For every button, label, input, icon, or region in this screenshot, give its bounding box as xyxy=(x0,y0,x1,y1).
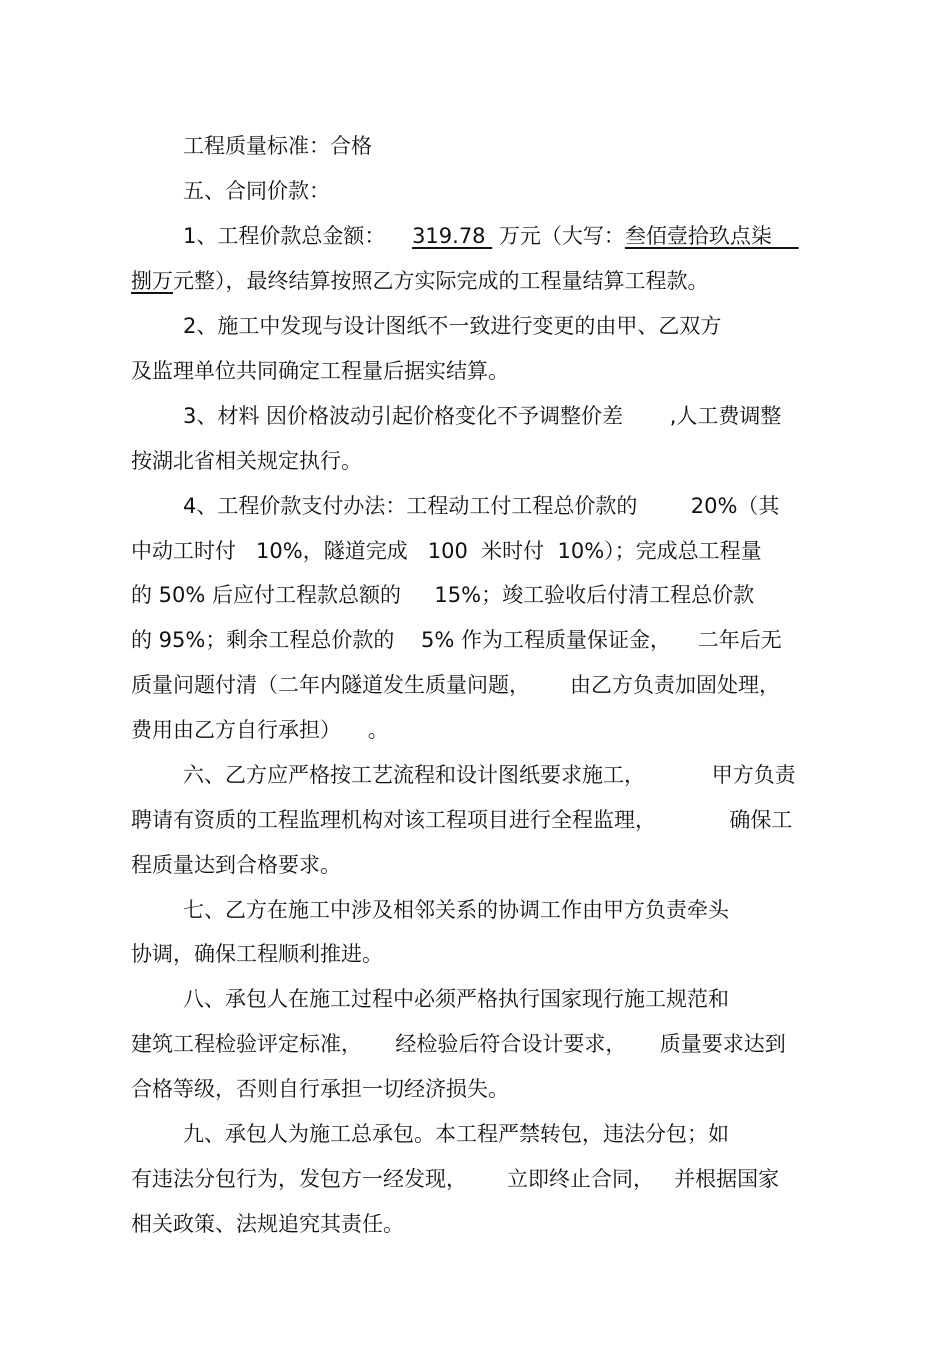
amount-words: 叁佰壹拾玖点柒 xyxy=(624,224,799,248)
text-line: 4、工程价款支付办法：工程动工付工程总价款的 20%（其 xyxy=(183,494,780,518)
text-line: 相关政策、法规追究其责任。 xyxy=(131,1212,404,1236)
text-line: 六、乙方应严格按工艺流程和设计图纸要求施工， 甲方负责 xyxy=(183,763,796,787)
text-line: 1、工程价款总金额： 319.78 万元（大写：叁佰壹拾玖点柒 xyxy=(183,224,799,248)
text-line: 捌万元整），最终结算按照乙方实际完成的工程量结算工程款。 xyxy=(131,269,709,293)
text-line: 五、合同价款： xyxy=(183,179,330,203)
text-line: 的 95%；剩余工程总价款的 5% 作为工程质量保证金， 二年后无 xyxy=(131,628,782,652)
text-line: 按湖北省相关规定执行。 xyxy=(131,449,362,473)
amount-figure: 319.78 xyxy=(412,224,493,248)
text-line: 中动工时付 10%，隧道完成 100 米时付 10%）；完成总工程量 xyxy=(131,539,762,563)
text-line: 程质量达到合格要求。 xyxy=(131,853,341,877)
text-line: 3、材料 因价格波动引起价格变化不予调整价差 ,人工费调整 xyxy=(183,404,782,428)
text-line: 八、承包人在施工过程中必须严格执行国家现行施工规范和 xyxy=(183,987,729,1011)
text-line: 合格等级，否则自行承担一切经济损失。 xyxy=(131,1077,509,1101)
text-line: 工程质量标准：合格 xyxy=(183,134,372,158)
text-line: 质量问题付清（二年内隧道发生质量问题， 由乙方负责加固处理， xyxy=(131,673,781,697)
text-line: 建筑工程检验评定标准， 经检验后符合设计要求， 质量要求达到 xyxy=(131,1032,786,1056)
text-line: 九、承包人为施工总承包。本工程严禁转包，违法分包；如 xyxy=(183,1122,729,1146)
text-line: 七、乙方在施工中涉及相邻关系的协调工作由甲方负责牵头 xyxy=(183,898,729,922)
text-line: 聘请有资质的工程监理机构对该工程项目进行全程监理， 确保工 xyxy=(131,808,793,832)
text-line: 协调，确保工程顺利推进。 xyxy=(131,942,383,966)
text-line: 费用由乙方自行承担） 。 xyxy=(131,718,389,742)
amount-words-continued: 捌万 xyxy=(131,269,173,293)
text-line: 有违法分包行为，发包方一经发现， 立即终止合同， 并根据国家 xyxy=(131,1167,780,1191)
text-line: 及监理单位共同确定工程量后据实结算。 xyxy=(131,359,509,383)
text-line: 2、施工中发现与设计图纸不一致进行变更的由甲、乙双方 xyxy=(183,314,722,338)
text-line: 的 50% 后应付工程款总额的 15%；竣工验收后付清工程总价款 xyxy=(131,583,755,607)
